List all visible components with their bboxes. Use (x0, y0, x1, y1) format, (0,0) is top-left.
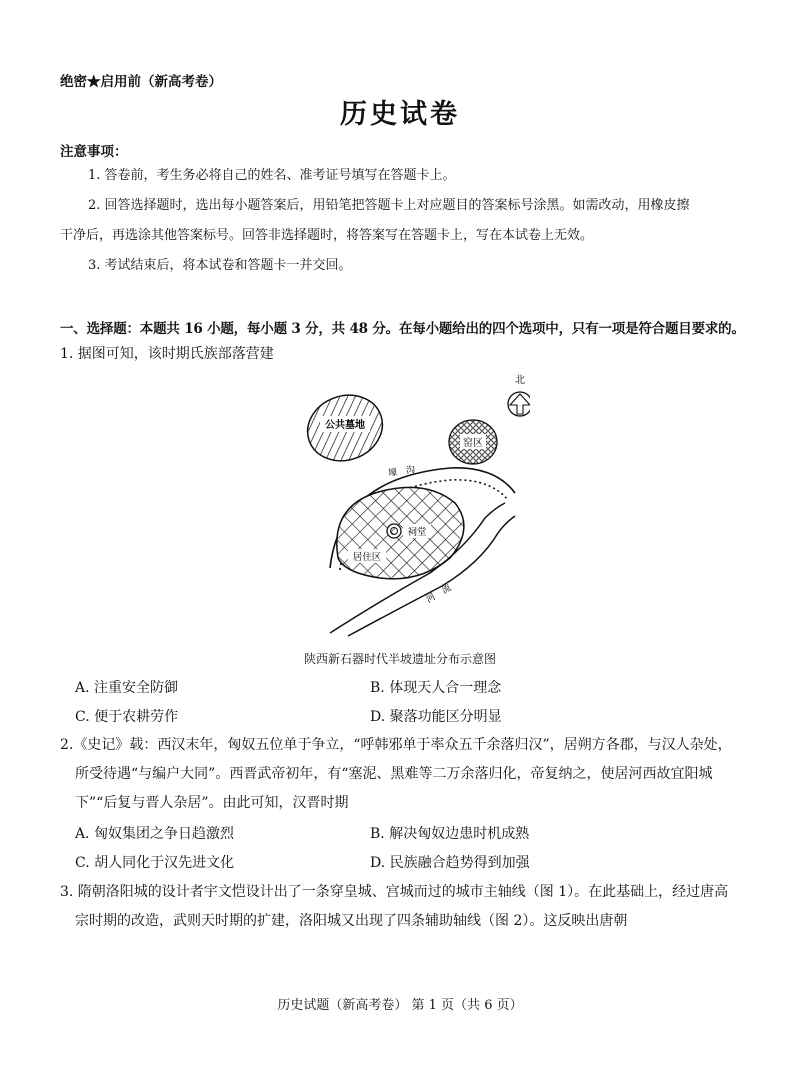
north-arrow-icon (508, 392, 530, 416)
q2-option-a: A. 匈奴集团之争日趋激烈 (75, 826, 235, 842)
residential-label: 居住区 (352, 552, 382, 563)
q3-line-2: 宗时期的改造，武则天时期的扩建，洛阳城又出现了四条辅助轴线（图 2）。这反映出唐朝 (75, 913, 628, 929)
hall-icon-inner (391, 528, 398, 535)
q3-line-1: 3. 隋朝洛阳城的设计者宇文恺设计出了一条穿皇城、宫城而过的城市主轴线（图 1）。在此基础上，经过唐高 (60, 884, 729, 900)
q1-option-a: A. 注重安全防御 (75, 680, 179, 696)
moat-label: 壕 沟 (387, 465, 416, 479)
exam-title: 历史试卷 (340, 99, 460, 130)
q2-option-b: B. 解决匈奴边患时机成熟 (370, 826, 530, 842)
q2-line-1: 2.《史记》载：西汉末年，匈奴五位单于争立，“呼韩邪单于率众五千余落归汉”，居朔方各郡，与汉人杂处， (60, 737, 732, 753)
q2-option-c: C. 胡人同化于汉先进文化 (75, 855, 235, 871)
q1-option-d: D. 聚落功能区分明显 (370, 709, 502, 725)
question-1-stem: 1. 据图可知，该时期氏族部落营建 (60, 346, 274, 362)
banpo-site-map (290, 368, 530, 638)
river-label: 河 流 (424, 583, 454, 606)
q1-option-c: C. 便于农耕劳作 (75, 709, 179, 725)
map-caption: 陕西新石器时代半坡遗址分布示意图 (303, 652, 496, 666)
notice-item-2-line-1: 2. 回答选择题时，选出每小题答案后，用铅笔把答题卡上对应题目的答案标号涂黑。如需改动，用橡皮擦 (88, 198, 690, 213)
north-label: 北 (515, 375, 525, 386)
hall-label: 祠堂 (407, 527, 427, 538)
q2-line-3: 下”“后复与晋人杂居”。由此可知，汉晋时期 (75, 795, 349, 811)
notice-item-1: 1. 答卷前，考生务必将自己的姓名、准考证号填写在答题卡上。 (88, 168, 456, 183)
notice-item-2-line-2: 干净后，再选涂其他答案标号。回答非选择题时，将答案写在答题卡上，写在本试卷上无效。 (60, 228, 594, 243)
kiln-label: 窑区 (463, 438, 483, 449)
cemetery-label: 公共墓地 (325, 420, 365, 431)
notice-heading: 注意事项： (60, 144, 128, 160)
page-footer: 历史试题（新高考卷） 第 1 页（共 6 页） (277, 998, 523, 1013)
q2-option-d: D. 民族融合趋势得到加强 (370, 855, 530, 871)
q2-line-2: 所受待遇“与编户大同”。西晋武帝初年，有“塞泥、黑难等二万余落归化，帝复纳之，使居河西故宜阳城 (75, 766, 713, 782)
notice-item-3: 3. 考试结束后，将本试卷和答题卡一并交回。 (88, 258, 352, 273)
confidential-label: 绝密★启用前（新高考卷） (60, 74, 222, 90)
q1-option-b: B. 体现天人合一理念 (370, 680, 502, 696)
section-heading-choice: 一、选择题：本题共 16 小题，每小题 3 分，共 48 分。在每小题给出的四个选项中，只有一项是符合题目要求的。 (60, 321, 745, 337)
